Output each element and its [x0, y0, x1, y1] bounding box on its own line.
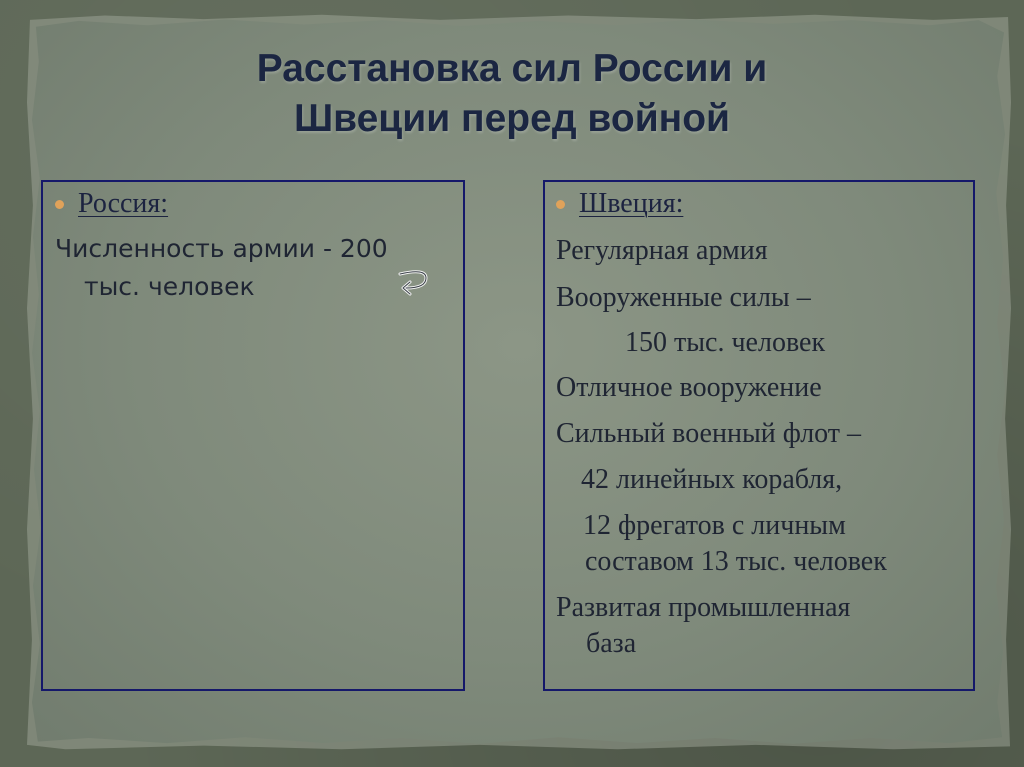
russia-army-line-2: тыс. человек	[84, 272, 255, 301]
sweden-line-ships: 42 линейных корабля,	[581, 464, 843, 495]
sweden-line-crew: составом 13 тыс. человек	[585, 546, 887, 577]
slide-title-line-2: Швеции перед войной	[293, 97, 731, 140]
slide-title	[80, 44, 944, 144]
bullet-icon	[556, 200, 565, 209]
sweden-heading	[556, 188, 683, 220]
russia-heading	[55, 188, 168, 220]
sweden-line-frigates: 12 фрегатов с личным	[583, 510, 846, 541]
sweden-line-regular-army: Регулярная армия	[556, 235, 768, 266]
bullet-icon	[55, 200, 64, 209]
sweden-line-fleet: Сильный военный флот –	[556, 418, 862, 449]
sweden-line-weapons: Отличное вооружение	[556, 372, 822, 403]
sweden-line-industry: Развитая промышленная	[556, 592, 851, 623]
sweden-line-150k: 150 тыс. человек	[625, 327, 826, 358]
sweden-line-armed-forces: Вооруженные силы –	[556, 282, 811, 313]
sweden-heading-label: Швеция:	[579, 188, 684, 219]
sweden-line-base: база	[586, 628, 637, 659]
slide-title-line-1: Расстановка сил России и	[256, 47, 768, 90]
return-arrow-icon[interactable]	[396, 268, 432, 298]
russia-army-line-1: Численность армии - 200	[55, 234, 388, 263]
russia-heading-label: Россия:	[78, 188, 169, 219]
